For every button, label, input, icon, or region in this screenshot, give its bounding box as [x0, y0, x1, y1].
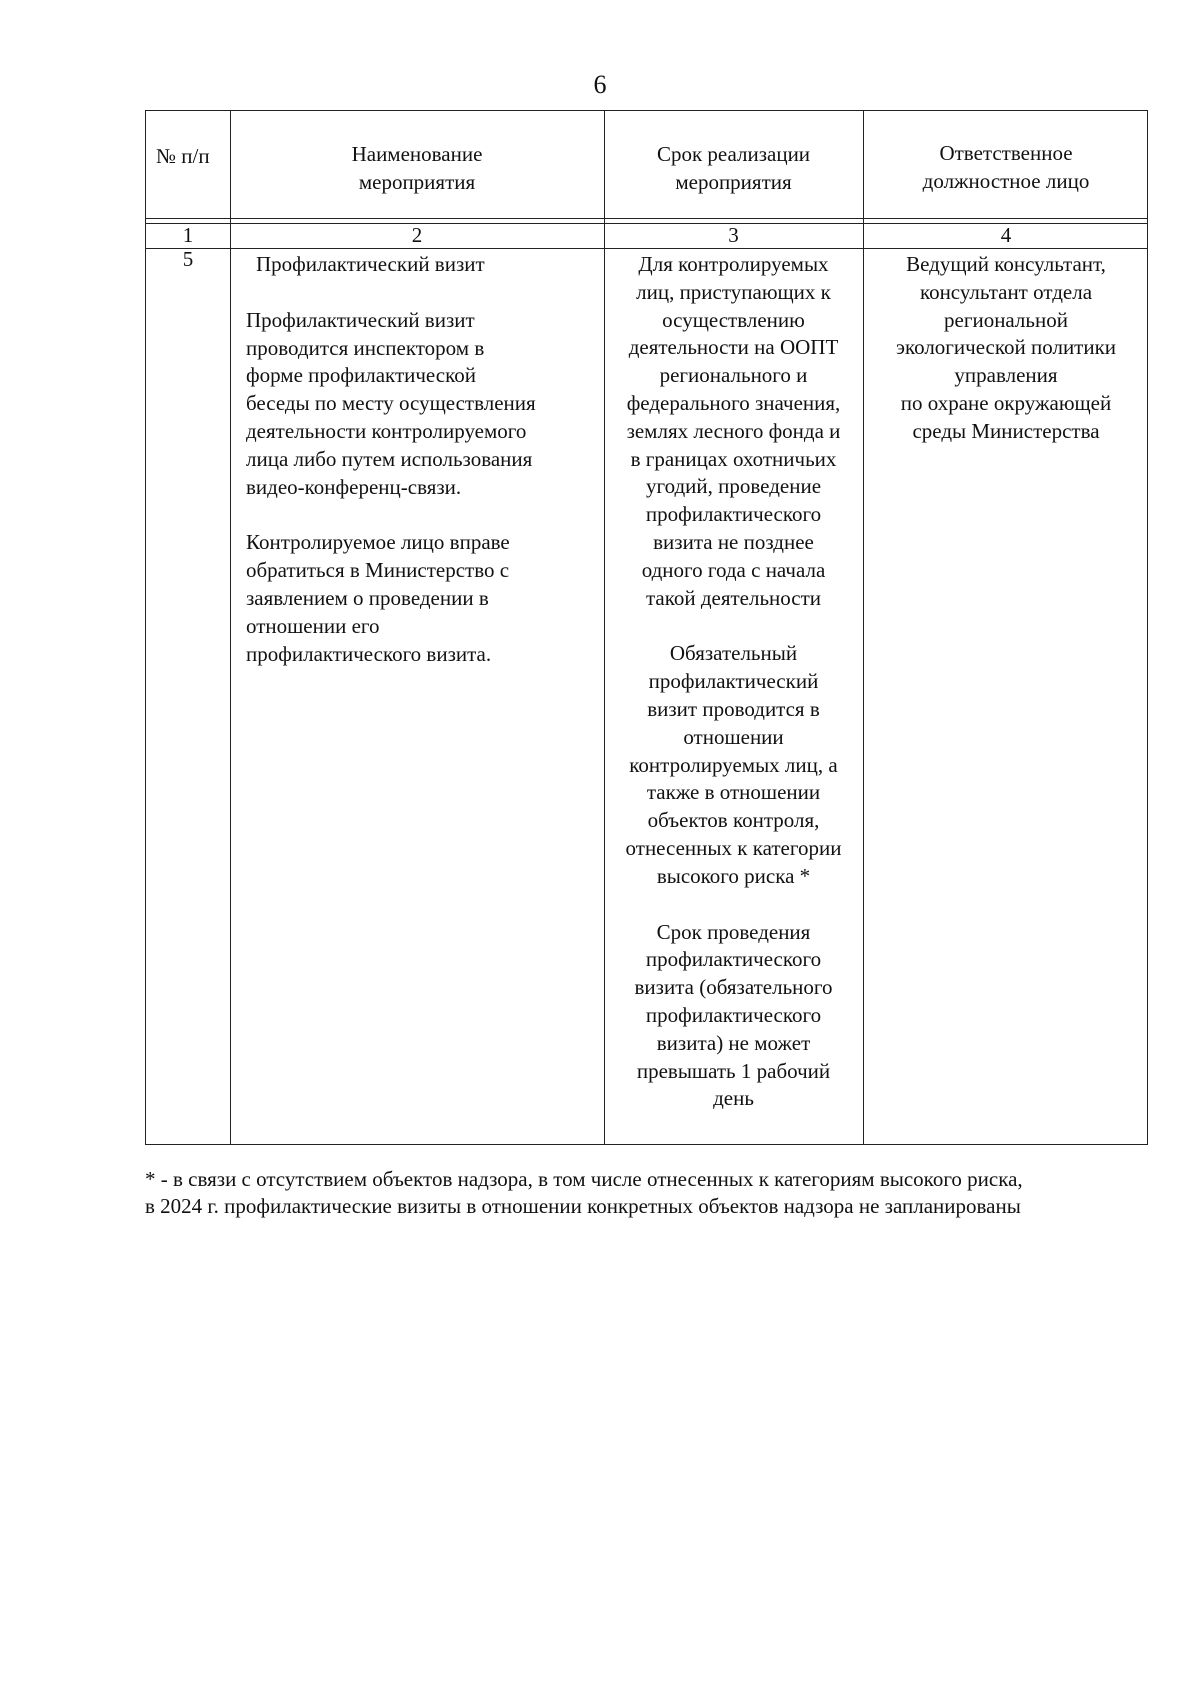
- footnote-line: * - в связи с отсутствием объектов надзора, в том числе отнесенных к категориям высокого риска,: [145, 1167, 1023, 1191]
- activity-term: [604, 251, 863, 1113]
- header-term: [604, 141, 863, 197]
- term-line: Срок проведения: [656, 919, 811, 944]
- activity-name: [230, 251, 604, 668]
- activity-line: Контролируемое лицо вправе: [246, 530, 510, 555]
- header-responsible: [863, 140, 1149, 196]
- header-name-line: Наименование: [351, 142, 483, 166]
- term-line: Обязательный: [669, 641, 798, 666]
- term-line: такой деятельности: [645, 585, 822, 610]
- responsible-line: среды Министерства: [912, 418, 1100, 443]
- responsible-line: управления: [954, 363, 1058, 388]
- activity-line: отношении его: [246, 613, 380, 638]
- term-line: профилактического: [645, 502, 822, 527]
- activity-line: Профилактический визит: [246, 307, 475, 332]
- term-line: профилактического: [645, 947, 822, 972]
- term-line: угодий, проведение: [645, 474, 822, 499]
- header-number-text: № п/п: [156, 144, 210, 168]
- term-line: высокого риска *: [656, 863, 811, 888]
- column-number-4: 4: [1000, 223, 1012, 247]
- term-line: деятельности на ООПТ: [628, 335, 839, 360]
- row-number: 5: [182, 247, 194, 271]
- column-number-2: 2: [411, 223, 423, 247]
- activity-line: лица либо путем использования: [246, 446, 533, 471]
- row-divider: [146, 218, 1147, 219]
- responsible-line: консультант отдела: [919, 279, 1093, 304]
- responsible-line: региональной: [944, 307, 1068, 332]
- activity-line: обратиться в Министерство с: [246, 558, 510, 583]
- term-line: визит проводится в: [647, 696, 820, 721]
- footnote: [145, 1166, 1155, 1220]
- term-line: контролируемых лиц, а: [629, 752, 838, 777]
- column-number-1: 1: [182, 223, 194, 247]
- header-responsible-line: должностное лицо: [922, 168, 1090, 193]
- plan-table: [145, 110, 1148, 1145]
- term-line: лиц, приступающих к: [636, 279, 831, 304]
- term-line: отношении: [683, 724, 784, 749]
- term-line: также в отношении: [646, 780, 821, 805]
- column-number-3: 3: [728, 223, 739, 247]
- activity-line: беседы по месту осуществления: [246, 391, 536, 416]
- page-number: 6: [593, 70, 607, 99]
- term-line: землях лесного фонда и: [626, 418, 841, 443]
- responsible-line: Ведущий консультант,: [906, 252, 1106, 276]
- term-line: профилактический: [648, 669, 819, 694]
- term-line: федерального значения,: [626, 390, 841, 415]
- term-line: визита не позднее: [653, 529, 814, 554]
- responsible-line: экологической политики: [895, 335, 1117, 360]
- responsible-person: [863, 251, 1149, 446]
- header-responsible-line: Ответственное: [939, 141, 1073, 165]
- activity-line: профилактического визита.: [246, 641, 492, 666]
- term-line: визита (обязательного: [634, 975, 833, 1000]
- activity-title: Профилактический визит: [256, 252, 485, 276]
- term-line: одного года с начала: [641, 557, 826, 582]
- term-line: профилактического: [645, 1002, 822, 1027]
- term-line: регионального и: [659, 363, 808, 388]
- activity-line: деятельности контролируемого: [246, 418, 527, 443]
- term-line: объектов контроля,: [647, 808, 820, 833]
- term-line: день: [713, 1086, 754, 1111]
- term-line: отнесенных к категории: [625, 835, 842, 860]
- header-name: [230, 141, 604, 197]
- responsible-line: по охране окружающей: [900, 390, 1112, 415]
- activity-line: видео-конференц-связи.: [246, 474, 462, 499]
- header-term-line: Срок реализации: [656, 142, 811, 166]
- activity-line: форме профилактической: [246, 363, 476, 388]
- term-line: Для контролируемых: [638, 252, 829, 276]
- term-line: превышать 1 рабочий: [636, 1058, 831, 1083]
- activity-line: заявлением о проведении в: [246, 585, 489, 610]
- footnote-line: в 2024 г. профилактические визиты в отношении конкретных объектов надзора не запланированы: [145, 1194, 1021, 1218]
- activity-line: проводится инспектором в: [246, 335, 485, 360]
- header-number: [146, 143, 230, 171]
- term-line: в границах охотничьих: [630, 446, 837, 471]
- term-line: визита) не может: [656, 1030, 811, 1055]
- term-line: осуществлению: [662, 307, 805, 332]
- header-term-line: мероприятия: [675, 169, 792, 194]
- header-name-line: мероприятия: [358, 169, 476, 194]
